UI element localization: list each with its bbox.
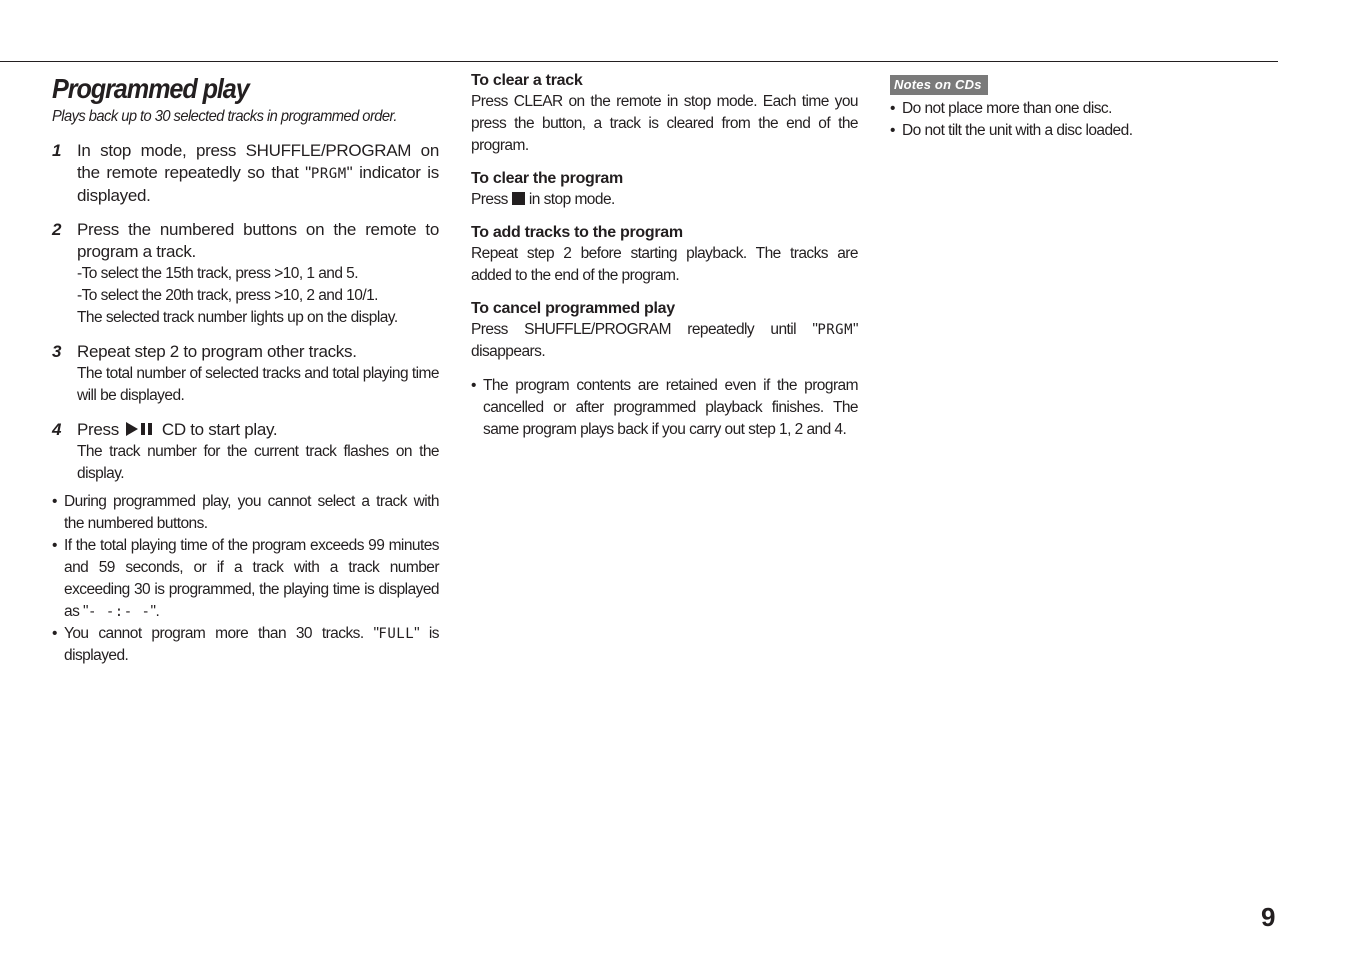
notes-badge: Notes on CDs bbox=[890, 75, 988, 95]
step-text: Press the numbered buttons on the remote to program a track. bbox=[77, 220, 439, 261]
right-column bbox=[890, 75, 1190, 142]
section-heading-cancel: To cancel programmed play bbox=[471, 300, 675, 317]
step-2 bbox=[52, 219, 439, 329]
section-body: Repeat step 2 before starting playback. The tracks are added to the end of the program. bbox=[471, 245, 858, 284]
left-column bbox=[52, 72, 439, 667]
header-rule bbox=[0, 61, 1278, 62]
step-3 bbox=[52, 341, 439, 407]
list-item: • Do not tilt the unit with a disc loaded. bbox=[890, 120, 1190, 142]
lcd-indicator: PRGM bbox=[310, 166, 347, 182]
step-note: -To select the 20th track, press >10, 2 and 10/1. bbox=[77, 287, 378, 304]
step-4 bbox=[52, 419, 439, 485]
page-subtitle: Plays back up to 30 selected tracks in programmed order. bbox=[52, 108, 397, 125]
step-text: In stop mode, press SHUFFLE/PROGRAM on the remote repeatedly so that "PRGM" indicator is displayed. bbox=[77, 141, 439, 205]
cd-notes-list bbox=[890, 98, 1190, 142]
step-1 bbox=[52, 140, 439, 207]
section-body: Press in stop mode. bbox=[471, 191, 615, 208]
step-note: The selected track number lights up on the display. bbox=[77, 309, 398, 326]
section-heading-clear-track: To clear a track bbox=[471, 72, 583, 89]
step-number: 4 bbox=[52, 420, 62, 439]
list-item: • You cannot program more than 30 tracks. "FULL" is displayed. bbox=[52, 623, 439, 667]
step-text: Press CD to start play. bbox=[77, 420, 278, 439]
step-note: The total number of selected tracks and total playing time will be displayed. bbox=[77, 365, 439, 404]
list-item: • If the total playing time of the program exceeds 99 minutes and 59 seconds, or if a track with a track number exceeding 30 is programmed, the playing time is displayed as "- -:- -". bbox=[52, 535, 439, 623]
middle-column bbox=[471, 71, 858, 441]
step-note: The track number for the current track flashes on the display. bbox=[77, 443, 439, 482]
step-note: -To select the 15th track, press >10, 1 and 5. bbox=[77, 265, 358, 282]
play-pause-icon bbox=[125, 422, 155, 436]
list-item: • During programmed play, you cannot select a track with the numbered buttons. bbox=[52, 491, 439, 535]
page-title: Programmed play bbox=[52, 73, 249, 104]
lcd-indicator: PRGM bbox=[817, 322, 854, 338]
list-item: • Do not place more than one disc. bbox=[890, 98, 1190, 120]
section-body: Press CLEAR on the remote in stop mode. Each time you press the button, a track is cleared from the end of the program. bbox=[471, 93, 858, 154]
step-number: 3 bbox=[52, 342, 62, 361]
lcd-indicator: FULL bbox=[378, 626, 415, 642]
page-number: 9 bbox=[1261, 902, 1276, 932]
lcd-indicator: - -:- - bbox=[87, 604, 151, 620]
section-body: Press SHUFFLE/PROGRAM repeatedly until "PRGM" disappears. bbox=[471, 321, 858, 360]
step-text: Repeat step 2 to program other tracks. bbox=[77, 342, 357, 361]
step-number: 2 bbox=[52, 220, 62, 239]
notes-list bbox=[52, 491, 439, 667]
section-heading-clear-program: To clear the program bbox=[471, 170, 623, 187]
step-number: 1 bbox=[52, 141, 62, 160]
section-heading-add-tracks: To add tracks to the program bbox=[471, 224, 683, 241]
list-item: • The program contents are retained even if the program cancelled or after programmed playback finishes. The same program plays back if you carry out step 1, 2 and 4. bbox=[471, 375, 858, 441]
stop-icon bbox=[512, 192, 525, 205]
